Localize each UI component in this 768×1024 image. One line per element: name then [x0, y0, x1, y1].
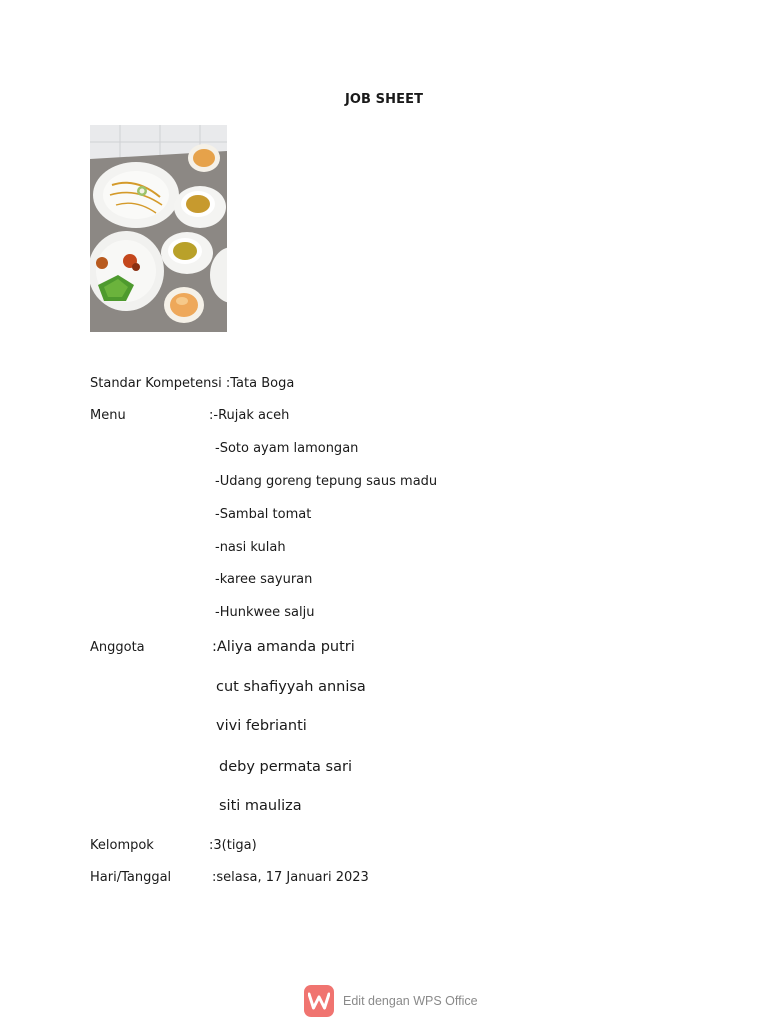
menu-item: -karee sayuran: [215, 572, 313, 587]
hari-tanggal-label: Hari/Tanggal: [90, 870, 172, 885]
menu-item: :-Rujak aceh: [209, 408, 290, 423]
footer-text: Edit dengan WPS Office: [343, 994, 478, 1008]
page-title: JOB SHEET: [344, 92, 424, 107]
standar-value: :Tata Boga: [225, 376, 295, 391]
menu-item: -nasi kulah: [215, 540, 286, 555]
hari-tanggal-value: :selasa, 17 Januari 2023: [212, 870, 369, 885]
member-name: vivi febrianti: [216, 718, 307, 734]
member-name: cut shafiyyah annisa: [216, 679, 366, 695]
field-standar-kompetensi: [90, 376, 294, 391]
wps-edit-link[interactable]: [304, 984, 478, 1018]
kelompok-value: :3(tiga): [209, 838, 257, 853]
anggota-label: Anggota: [90, 640, 145, 655]
menu-item: -Udang goreng tepung saus madu: [215, 474, 438, 489]
menu-label: Menu: [90, 408, 126, 423]
menu-item: -Hunkwee salju: [215, 605, 315, 620]
member-name: siti mauliza: [219, 798, 302, 814]
member-name: deby permata sari: [219, 759, 352, 775]
wps-office-logo-icon: [304, 985, 334, 1017]
member-name: :Aliya amanda putri: [212, 639, 355, 655]
standar-label: Standar Kompetensi: [90, 376, 226, 391]
kelompok-label: Kelompok: [90, 838, 154, 853]
menu-item: -Soto ayam lamongan: [215, 441, 359, 456]
menu-item: -Sambal tomat: [215, 507, 312, 522]
food-photo: [90, 125, 227, 332]
